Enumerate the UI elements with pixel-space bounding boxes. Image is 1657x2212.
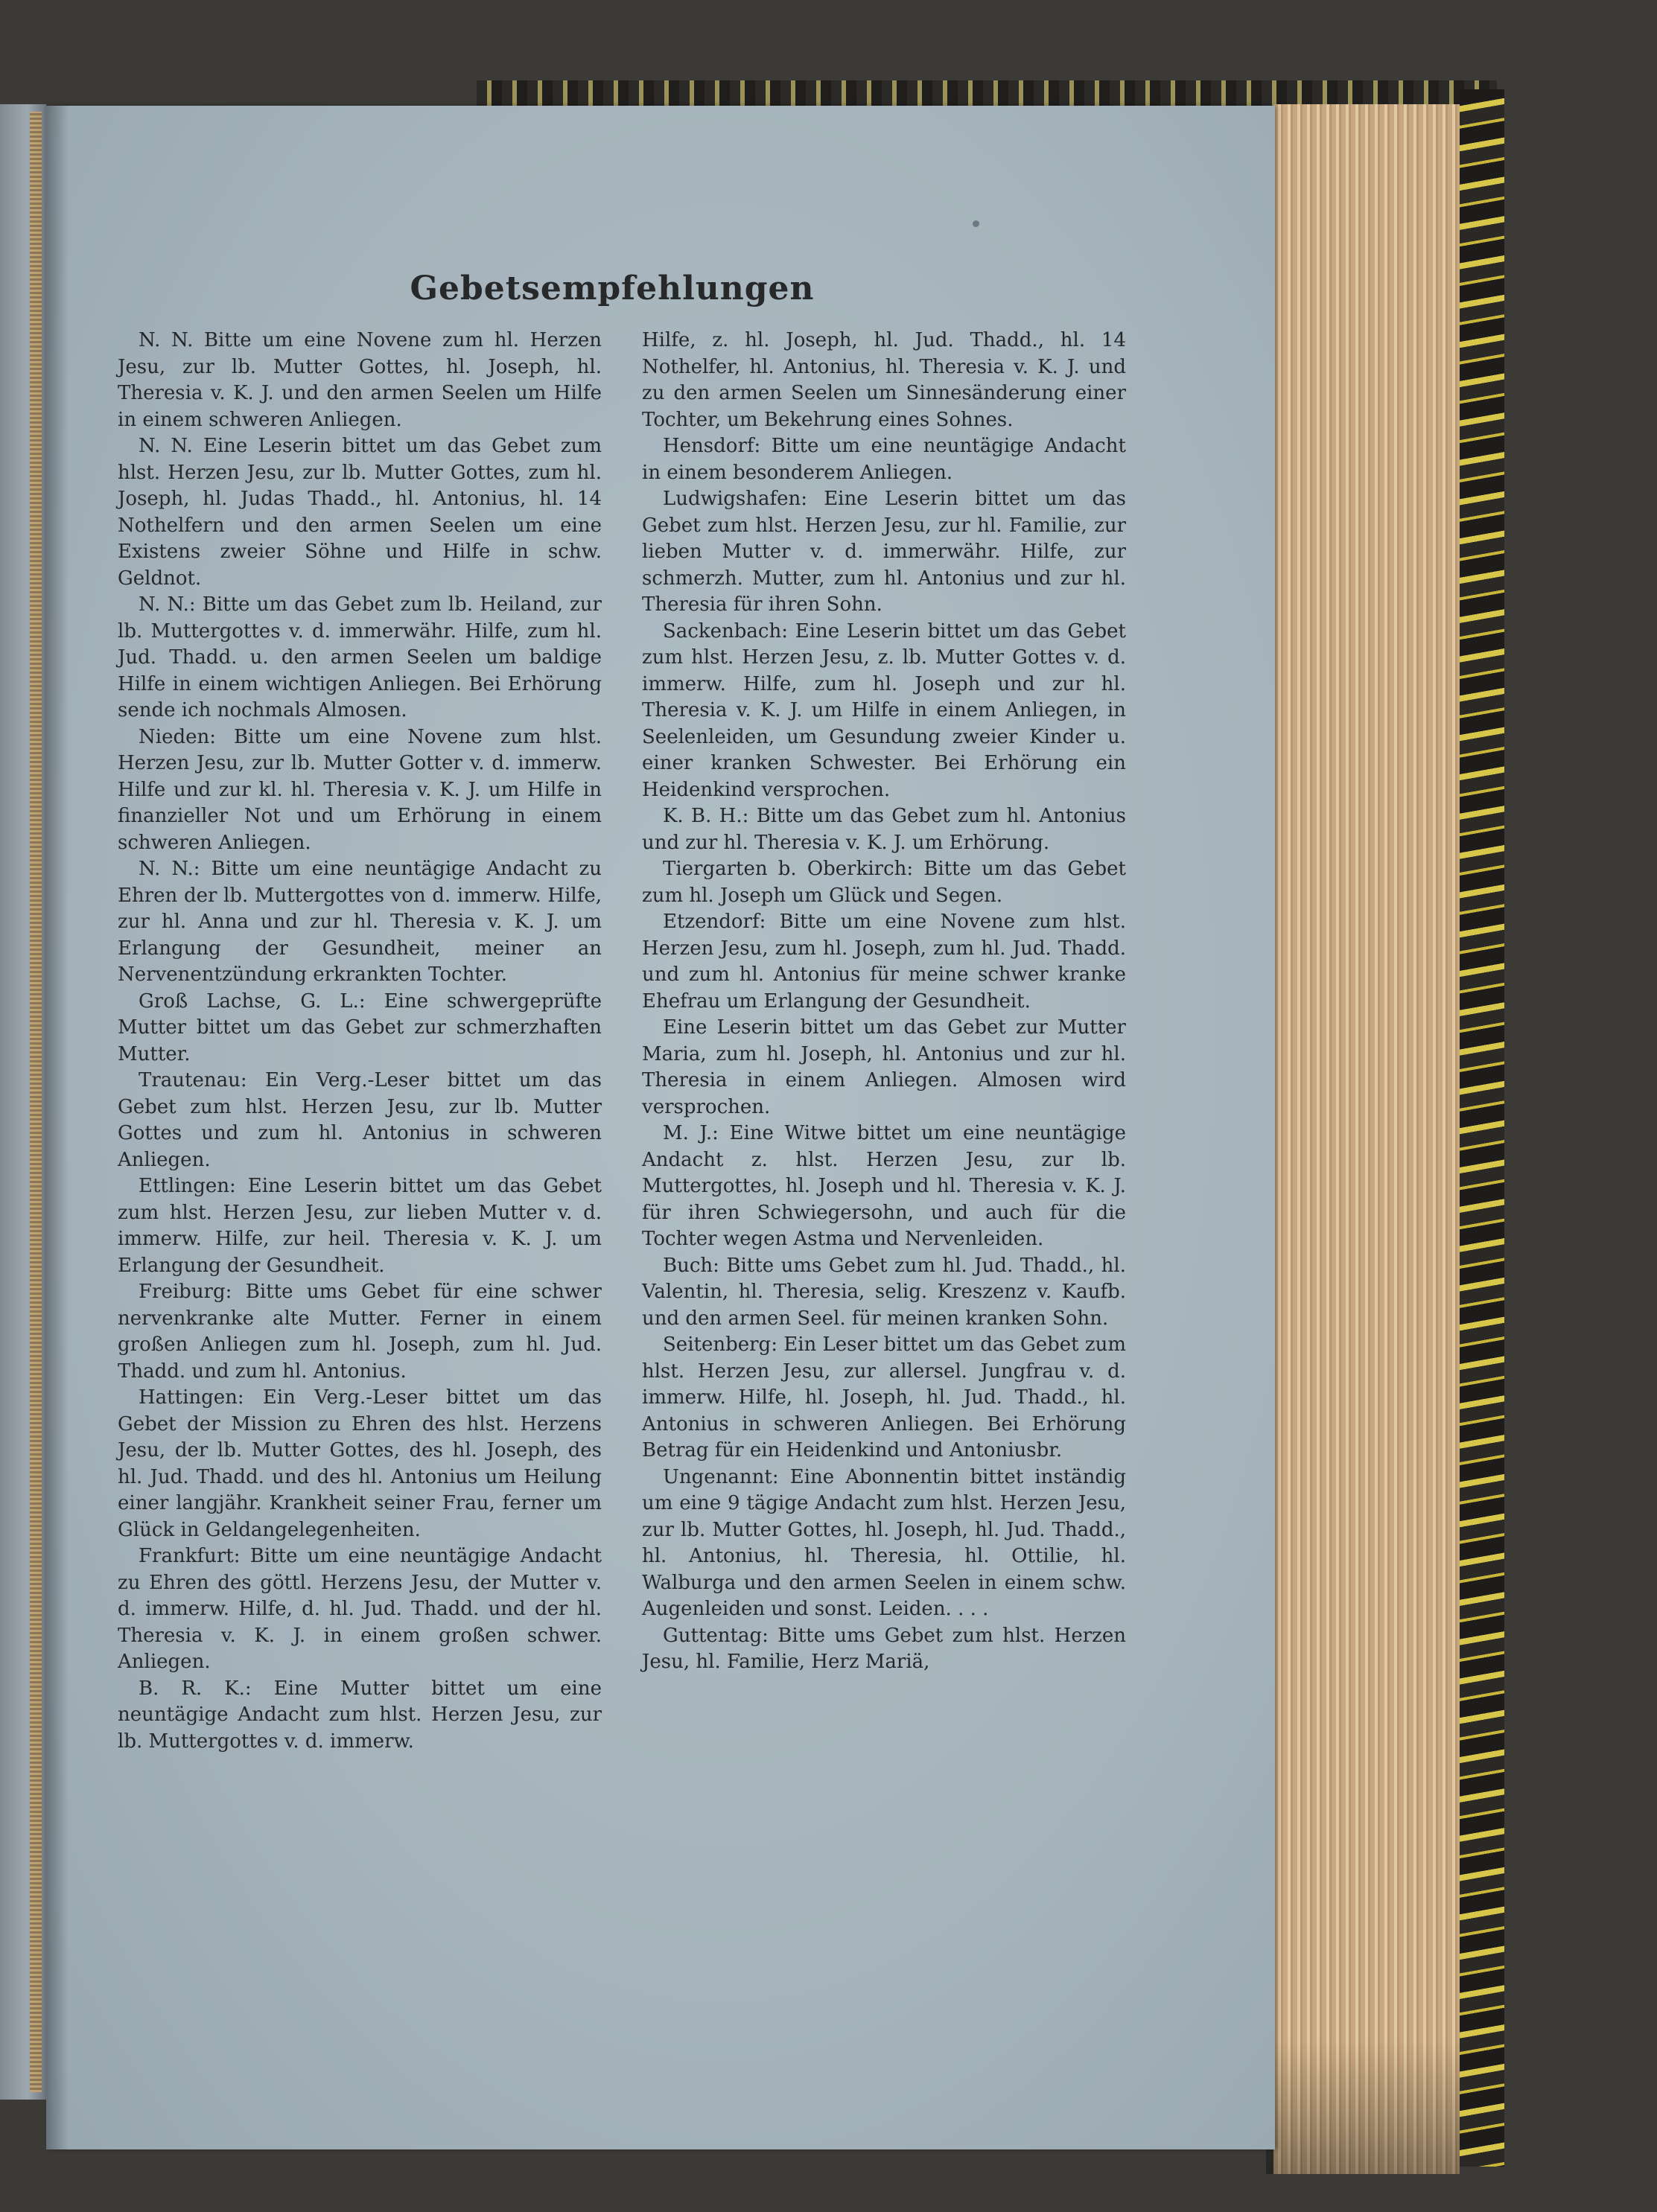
entry-paragraph: Ludwigshafen: Eine Leserin bittet um das Gebet zum hlst. Herzen Jesu, zur hl. Familie, zur lieben Mutter v. d. immerwähr. Hilfe, zur schmerzh. Mutter, zum hl. Antonius und zur hl. Theresia für ihren Sohn. [642,488,1126,616]
entry-paragraph: N. N. Eine Leserin bittet um das Gebet zum hlst. Herzen Jesu, zur lb. Mutter Gottes, zum hl. Joseph, hl. Judas Thadd., hl. Antonius, hl. 14 Nothelfern und den armen Seelen um eine Existens zweier Söhne und Hilfe in schw. Geldnot. [118,435,602,590]
entry-paragraph: B. R. K.: Eine Mutter bittet um eine neuntägige Andacht zum hlst. Herzen Jesu, zur lb. Muttergottes v. d. immerw. [118,1677,602,1753]
entry-paragraph: Ungenannt: Eine Abonnentin bittet inständig um eine 9 tägige Andacht zum hlst. Herzen Jesu, zur lb. Mutter Gottes, hl. Joseph, hl. Jud. Thadd., hl. Antonius, hl. Theresia, hl. Ottilie, hl. Walburga und den armen Seelen in einem schw. Augenleiden und sonst. Leiden. . . . [642,1465,1126,1620]
entry-paragraph: Guttentag: Bitte ums Gebet zum hlst. Herzen Jesu, hl. Familie, Herz Mariä, [642,1624,1126,1673]
entry-paragraph: Hilfe, z. hl. Joseph, hl. Jud. Thadd., hl. 14 Nothelfer, hl. Antonius, hl. Theresia v. K. J. und zu den armen Seelen um Sinnesänderung einer Tochter, um Bekehrung eines Sohnes. [642,329,1126,431]
entry-paragraph: Ettlingen: Eine Leserin bittet um das Gebet zum hlst. Herzen Jesu, zur lieben Mutter v. d. immerw. Hilfe, zur heil. Theresia v. K. J. um Erlangung der Gesundheit. [118,1175,602,1277]
page-block-shadow [1266,2040,1460,2174]
entry-paragraph: N. N.: Bitte um das Gebet zum lb. Heiland, zur lb. Muttergottes v. d. immerwähr. Hilfe, zum hl. Jud. Thadd. u. den armen Seelen um baldige Hilfe in einem wichtigen Anliegen. Bei Erhörung sende ich nochmals Almosen. [118,593,602,721]
entry-paragraph: Groß Lachse, G. L.: Eine schwergeprüfte Mutter bittet um das Gebet zur schmerzhaften Mutter. [118,989,602,1065]
entry-paragraph: Nieden: Bitte um eine Novene zum hlst. Herzen Jesu, zur lb. Mutter Gotter v. d. immerw. Hilfe und zur kl. hl. Theresia v. K. J. um Hilfe in finanzieller Not und um Erhörung in einem schweren Anliegen. [118,725,602,854]
page-block-edges [1273,104,1460,2174]
entry-paragraph: Eine Leserin bittet um das Gebet zur Mutter Maria, zum hl. Joseph, hl. Antonius und zur hl. Theresia in einem Anliegen. Almosen wird versprochen. [642,1016,1126,1118]
entry-paragraph: Sackenbach: Eine Leserin bittet um das Gebet zum hlst. Herzen Jesu, z. lb. Mutter Gottes v. d. immerw. Hilfe, zum hl. Joseph und zur hl. Theresia v. K. J. um Hilfe in einem Anliegen, in Seelenleiden, um Gesundung zweier Kinder u. einer kranken Schwester. Bei Erhörung ein Heidenkind versprochen. [642,619,1126,801]
left-column [118,328,602,1755]
entry-paragraph: M. J.: Eine Witwe bittet um eine neuntägige Andacht z. hlst. Herzen Jesu, zur lb. Muttergottes, hl. Joseph und hl. Theresia v. K. J. für ihren Schwiegersohn, und auch für die Tochter wegen Astma und Nervenleiden. [642,1122,1126,1250]
spine-shadow [46,106,69,2149]
entry-paragraph: Freiburg: Bitte ums Gebet für eine schwer nervenkranke alte Mutter. Ferner in einem großen Anliegen zum hl. Joseph, zum hl. Jud. Thadd. und zum hl. Antonius. [118,1281,602,1383]
right-column [642,328,1126,1676]
entry-paragraph: Seitenberg: Ein Leser bittet um das Gebet zum hlst. Herzen Jesu, zur allersel. Jungfrau v. d. immerw. Hilfe, hl. Joseph, hl. Jud. Thadd., hl. Antonius in schweren Anliegen. Bei Erhörung Betrag für ein Heidenkind und Antoniusbr. [642,1333,1126,1462]
entry-paragraph: Hattingen: Ein Verg.-Leser bittet um das Gebet der Mission zu Ehren des hlst. Herzens Jesu, der lb. Mutter Gottes, des hl. Joseph, des hl. Jud. Thadd. und des hl. Antonius um Heilung einer langjähr. Krankheit seiner Frau, ferner um Glück in Geldangelegenheiten. [118,1386,602,1541]
paper-spot [973,220,979,227]
marbled-cover-edge [1460,89,1504,2167]
entry-paragraph: Etzendorf: Bitte um eine Novene zum hlst. Herzen Jesu, zum hl. Joseph, zum hl. Jud. Thadd. und zum hl. Antonius für meine schwer kranke Ehefrau um Erlangung der Gesundheit. [642,911,1126,1013]
page-heading: Gebetsempfehlungen [410,270,815,307]
entry-paragraph: K. B. H.: Bitte um das Gebet zum hl. Antonius und zur hl. Theresia v. K. J. um Erhörung. [642,805,1126,854]
entry-paragraph: Frankfurt: Bitte um eine neuntägige Andacht zu Ehren des göttl. Herzens Jesu, der Mutter v. d. immerw. Hilfe, d. hl. Jud. Thadd. und der hl. Theresia v. K. J. in einem großen schwer. Anliegen. [118,1545,602,1673]
entry-paragraph: Trautenau: Ein Verg.-Leser bittet um das Gebet zum hlst. Herzen Jesu, zur lb. Mutter Gottes und zum hl. Antonius in schweren Anliegen. [118,1069,602,1171]
entry-paragraph: Hensdorf: Bitte um eine neuntägige Andacht in einem besonderem Anliegen. [642,435,1126,484]
page-edges-left [30,112,42,2092]
entry-paragraph: Buch: Bitte ums Gebet zum hl. Jud. Thadd., hl. Valentin, hl. Theresia, selig. Kreszenz v. Kaufb. und den armen Seel. für meinen kranken Sohn. [642,1254,1126,1330]
entry-paragraph: N. N. Bitte um eine Novene zum hl. Herzen Jesu, zur lb. Mutter Gottes, hl. Joseph, hl. Theresia v. K. J. und den armen Seelen um Hilfe in einem schweren Anliegen. [118,329,602,431]
entry-paragraph: Tiergarten b. Oberkirch: Bitte um das Gebet zum hl. Joseph um Glück und Segen. [642,858,1126,907]
entry-paragraph: N. N.: Bitte um eine neuntägige Andacht zu Ehren der lb. Muttergottes von d. immerw. Hilfe, zur hl. Anna und zur hl. Theresia v. K. J. um Erlangung der Gesundheit, meiner an Nervenentzündung erkrankten Tochter. [118,858,602,986]
